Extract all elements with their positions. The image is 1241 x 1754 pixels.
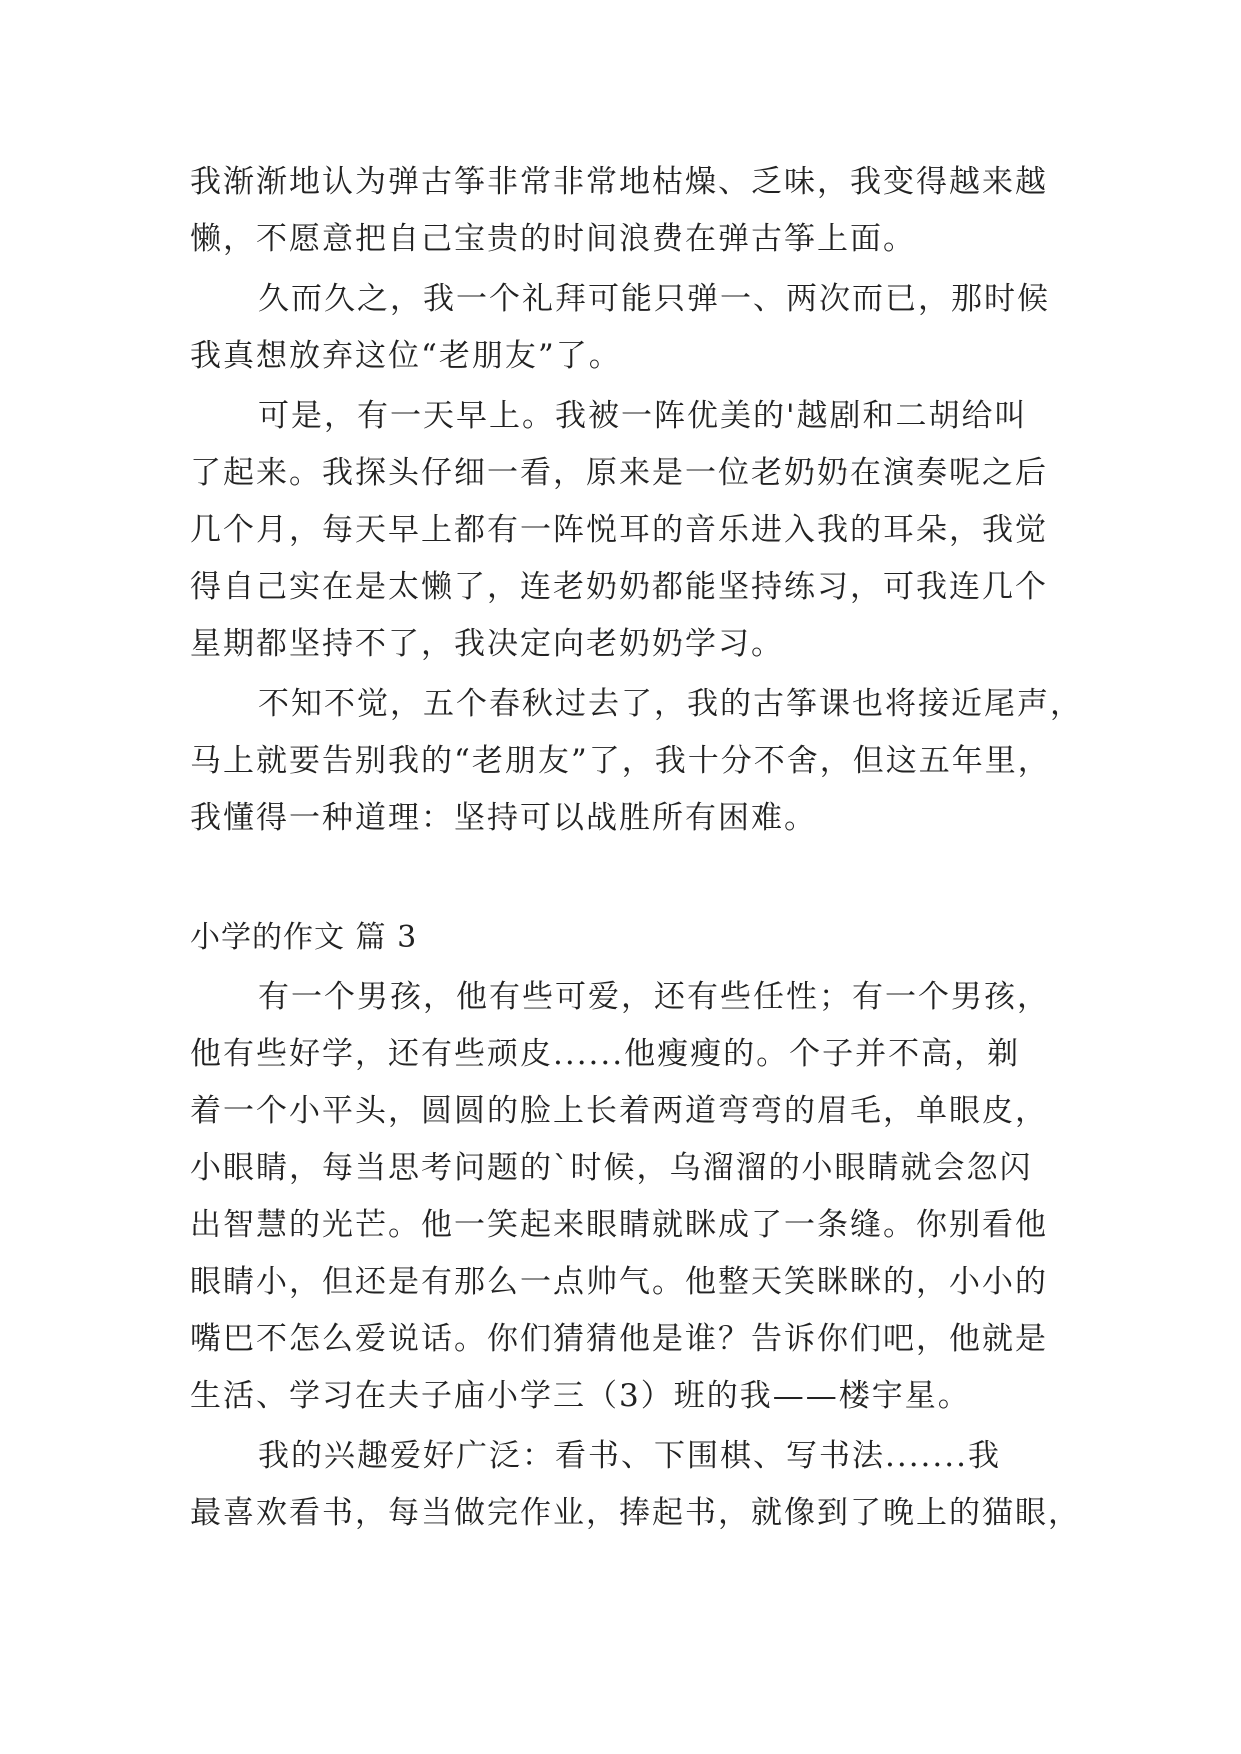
text-line: 嘴巴不怎么爱说话。你们猜猜他是谁？告诉你们吧，他就是	[190, 1321, 1048, 1357]
paragraph-start-line: 久而久之，我一个礼拜可能只弹一、两次而已，那时候	[258, 281, 1050, 317]
text-line: 马上就要告别我的“老朋友”了，我十分不舍，但这五年里，	[190, 743, 1051, 779]
text-line: 懒，不愿意把自己宝贵的时间浪费在弹古筝上面。	[190, 221, 916, 257]
text-line: 出智慧的光芒。他一笑起来眼睛就眯成了一条缝。你别看他	[190, 1207, 1048, 1243]
paragraph-start-line: 不知不觉，五个春秋过去了，我的古筝课也将接近尾声，	[258, 686, 1083, 722]
text-line: 小眼睛，每当思考问题的`时候，乌溜溜的小眼睛就会忽闪	[190, 1150, 1033, 1186]
text-line: 星期都坚持不了，我决定向老奶奶学习。	[190, 626, 784, 662]
paragraph-start-line: 我的兴趣爱好广泛：看书、下围棋、写书法.......我	[258, 1438, 1001, 1474]
paragraph-start-line: 可是，有一天早上。我被一阵优美的'越剧和二胡给叫	[258, 398, 1028, 434]
text-line: 几个月，每天早上都有一阵悦耳的音乐进入我的耳朵，我觉	[190, 512, 1048, 548]
text-line: 了起来。我探头仔细一看，原来是一位老奶奶在演奏呢之后	[190, 455, 1048, 491]
paragraph-start-line: 有一个男孩，他有些可爱，还有些任性；有一个男孩，	[258, 979, 1050, 1015]
text-line: 眼睛小，但还是有那么一点帅气。他整天笑眯眯的，小小的	[190, 1264, 1048, 1300]
text-line: 我渐渐地认为弹古筝非常非常地枯燥、乏味，我变得越来越	[190, 164, 1048, 200]
text-line: 他有些好学，还有些顽皮......他瘦瘦的。个子并不高，剃	[190, 1036, 1021, 1072]
text-line: 最喜欢看书，每当做完作业，捧起书，就像到了晚上的猫眼，	[190, 1495, 1081, 1531]
text-line: 我真想放弃这位“老朋友”了。	[190, 338, 622, 374]
text-line: 生活、学习在夫子庙小学三（3）班的我——楼宇星。	[190, 1378, 971, 1414]
text-line: 我懂得一种道理：坚持可以战胜所有困难。	[190, 800, 817, 836]
text-line: 得自己实在是太懒了，连老奶奶都能坚持练习，可我连几个	[190, 569, 1048, 605]
text-line: 着一个小平头，圆圆的脸上长着两道弯弯的眉毛，单眼皮，	[190, 1093, 1048, 1129]
section-heading: 小学的作文 篇 3	[190, 920, 418, 955]
